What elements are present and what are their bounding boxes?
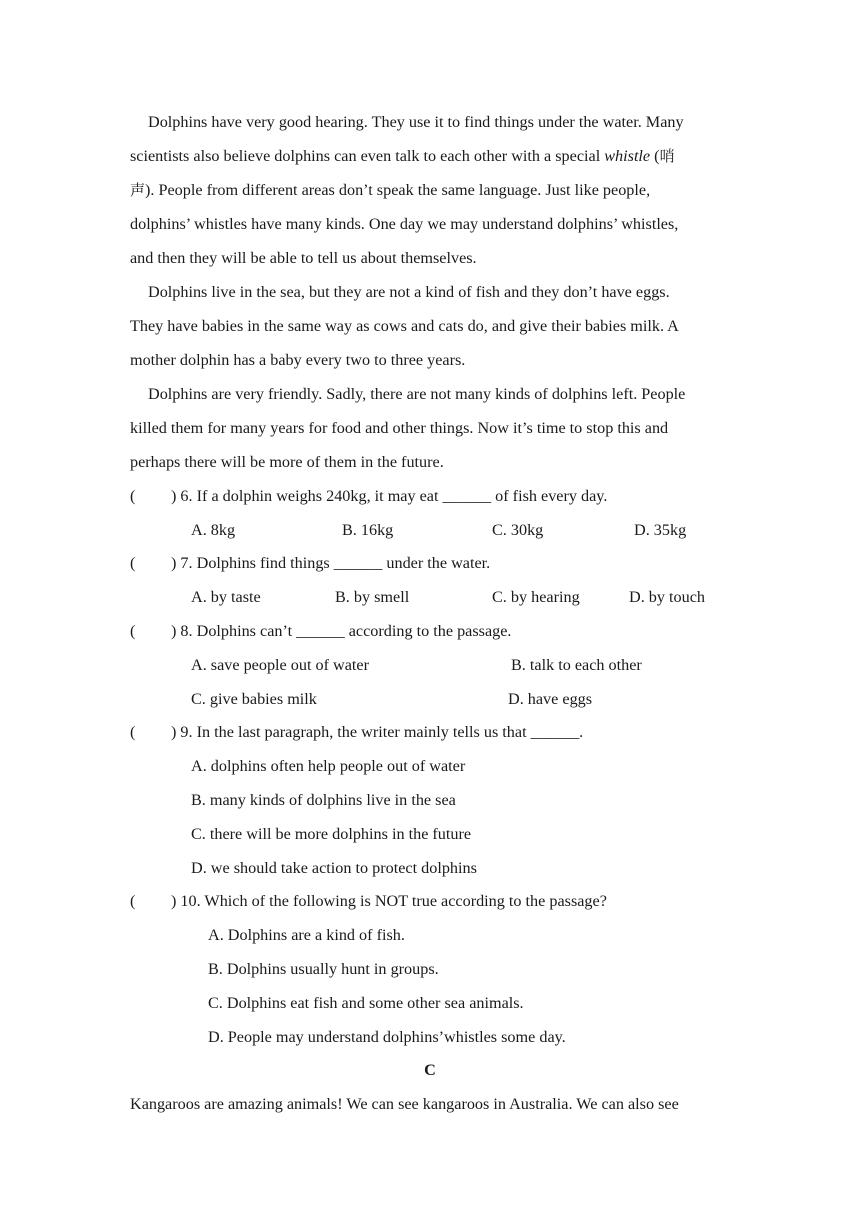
q6-option-a: A. 8kg xyxy=(191,521,236,539)
q10-stem: ) 10. Which of the following is NOT true according to the passage? xyxy=(171,892,607,910)
q7-option-b: B. by smell xyxy=(335,588,410,606)
q7-stem: ) 7. Dolphins find things ______ under the water. xyxy=(171,554,491,572)
paren-open: ( xyxy=(650,147,660,165)
para2-line2: They have babies in the same way as cows and cats do, and give their babies milk. A xyxy=(130,317,679,335)
q9-option-a: A. dolphins often help people out of water xyxy=(191,757,466,775)
q10-option-b: B. Dolphins usually hunt in groups. xyxy=(208,960,439,978)
para1-line2 xyxy=(130,146,675,166)
para1-line2-text: scientists also believe dolphins can even talk to each other with a special xyxy=(130,147,605,165)
q8-option-b: B. talk to each other xyxy=(511,656,642,674)
q7-option-a: A. by taste xyxy=(191,588,261,606)
para2-line1: Dolphins live in the sea, but they are not a kind of fish and they don’t have eggs. xyxy=(148,283,670,301)
q6-bracket: ( xyxy=(130,487,136,505)
word-whistle: whistle xyxy=(604,147,651,165)
q10-option-a: A. Dolphins are a kind of fish. xyxy=(208,926,405,944)
q6-stem: ) 6. If a dolphin weighs 240kg, it may eat ______ of fish every day. xyxy=(171,487,608,505)
q10-option-d: D. People may understand dolphins’whistles some day. xyxy=(208,1028,566,1046)
para1-line4: dolphins’ whistles have many kinds. One day we may understand dolphins’ whistles, xyxy=(130,215,679,233)
section-c-line1: Kangaroos are amazing animals! We can see kangaroos in Australia. We can also see xyxy=(130,1095,679,1113)
q8-stem: ) 8. Dolphins can’t ______ according to the passage. xyxy=(171,622,512,640)
q8-bracket: ( xyxy=(130,622,136,640)
q9-bracket: ( xyxy=(130,723,136,741)
q6-option-d: D. 35kg xyxy=(634,521,687,539)
q8-option-a: A. save people out of water xyxy=(191,656,369,674)
para3-line2: killed them for many years for food and other things. Now it’s time to stop this and xyxy=(130,419,669,437)
q7-option-c: C. by hearing xyxy=(492,588,580,606)
para1-line3-text: ). People from different areas don’t speak the same language. Just like people, xyxy=(145,181,651,199)
q8-option-d: D. have eggs xyxy=(508,690,593,708)
para3-line1: Dolphins are very friendly. Sadly, there are not many kinds of dolphins left. People xyxy=(148,385,686,403)
para2-line3: mother dolphin has a baby every two to three years. xyxy=(130,351,466,369)
q9-option-d: D. we should take action to protect dolphins xyxy=(191,859,477,877)
para1-line5: and then they will be able to tell us about themselves. xyxy=(130,249,477,267)
q9-option-c: C. there will be more dolphins in the future xyxy=(191,825,472,843)
q7-bracket: ( xyxy=(130,554,136,572)
q9-option-b: B. many kinds of dolphins live in the sea xyxy=(191,791,456,809)
q10-bracket: ( xyxy=(130,892,136,910)
para1-line3 xyxy=(130,180,650,200)
cn-char-2: 声 xyxy=(130,181,146,199)
q6-option-c: C. 30kg xyxy=(492,521,544,539)
para1-line1: Dolphins have very good hearing. They use it to find things under the water. Many xyxy=(148,113,684,131)
q10-option-c: C. Dolphins eat fish and some other sea animals. xyxy=(208,994,524,1012)
cn-char-1: 哨 xyxy=(659,147,675,165)
q7-option-d: D. by touch xyxy=(629,588,705,606)
q8-option-c: C. give babies milk xyxy=(191,690,317,708)
para3-line3: perhaps there will be more of them in the future. xyxy=(130,453,444,471)
section-c-heading: C xyxy=(424,1061,436,1079)
q6-option-b: B. 16kg xyxy=(342,521,394,539)
q9-stem: ) 9. In the last paragraph, the writer mainly tells us that ______. xyxy=(171,723,584,741)
